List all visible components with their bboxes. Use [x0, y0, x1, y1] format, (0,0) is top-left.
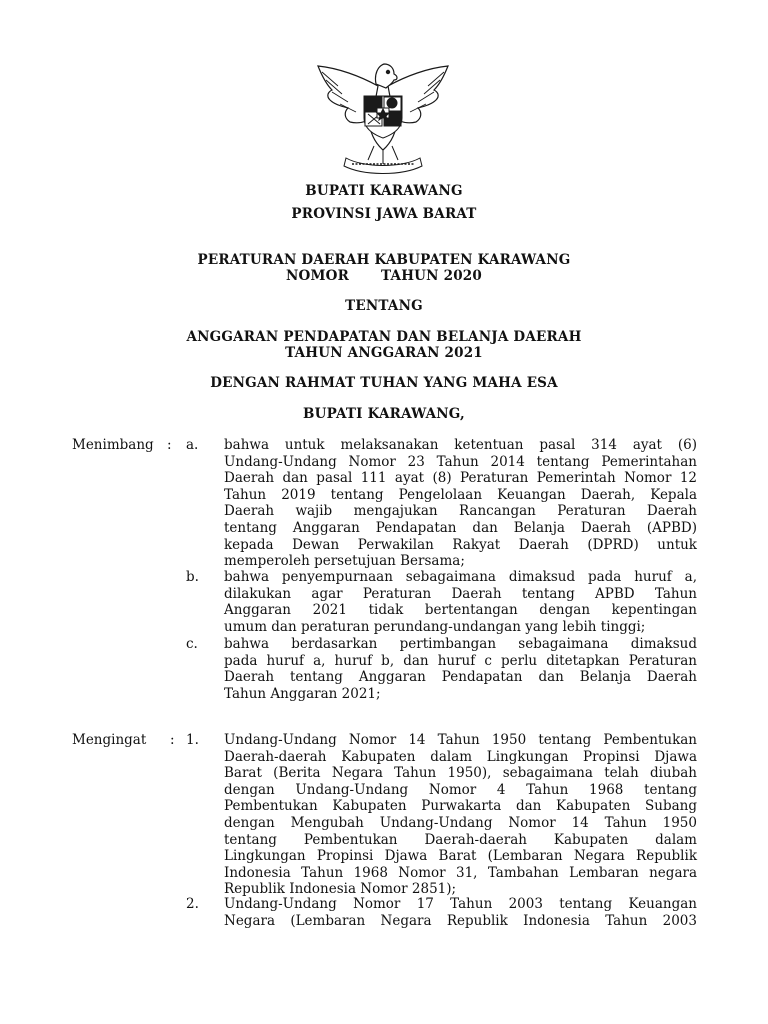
mengingat-item-2: [224, 896, 697, 929]
text-line: Lingkungan Propinsi Djawa Barat (Lembaran Negara Republik: [224, 848, 697, 865]
text-line: Undang-Undang Nomor 14 Tahun 1950 tentang Pembentukan: [224, 732, 697, 748]
text-line: dengan Mengubah Undang-Undang Nomor 14 Tahun 1950: [224, 814, 697, 831]
text-line: memperoleh persetujuan Bersama;: [224, 553, 465, 570]
menimbang-item-a: [224, 437, 697, 570]
garuda-pancasila-emblem-icon: [308, 46, 458, 178]
text-line: dengan Undang-Undang Nomor 4 Tahun 1968 tentang: [224, 781, 697, 798]
text-line: kepada Dewan Perwakilan Rakyat Daerah (DPRD) untuk: [224, 536, 697, 553]
menimbang-marker-c: c.: [186, 636, 198, 652]
text-line: tentang Anggaran Pendapatan dan Belanja Daerah (APBD): [224, 519, 697, 536]
mengingat-item-1: [224, 732, 697, 898]
text-line: Indonesia Tahun 1968 Nomor 31, Tambahan Lembaran negara: [224, 864, 697, 881]
province-title: PROVINSI JAWA BARAT: [291, 206, 477, 222]
text-line: Republik Indonesia Nomor 2851);: [224, 881, 457, 898]
menimbang-item-c: [224, 636, 697, 702]
text-line: umum dan peraturan perundang-undangan yang lebih tinggi;: [224, 618, 646, 635]
mengingat-colon: :: [170, 732, 175, 748]
text-line: Daerah dan pasal 111 ayat (8) Peraturan Pemerintah Nomor 12: [224, 470, 697, 487]
text-line: Daerah tentang Anggaran Pendapatan dan Belanja Daerah: [224, 669, 697, 686]
subject-line-1: ANGGARAN PENDAPATAN DAN BELANJA DAERAH: [186, 329, 582, 345]
official-heading: BUPATI KARAWANG,: [303, 406, 465, 422]
regulation-title: PERATURAN DAERAH KABUPATEN KARAWANG: [197, 252, 571, 268]
text-line: tentang Pembentukan Daerah-daerah Kabupaten dalam: [224, 831, 697, 848]
text-line: bahwa penyempurnaan sebagaimana dimaksud pada huruf a,: [224, 569, 697, 585]
text-line: Negara (Lembaran Negara Republik Indonesia Tahun 2003: [224, 912, 697, 929]
mengingat-marker-1: 1.: [186, 732, 199, 748]
mengingat-marker-2: 2.: [186, 896, 199, 912]
menimbang-colon: :: [167, 437, 172, 453]
menimbang-marker-b: b.: [186, 569, 199, 585]
text-line: Tahun 2019 tentang Pengelolaan Keuangan Daerah, Kepala: [224, 486, 697, 503]
text-line: Undang-Undang Nomor 23 Tahun 2014 tentang Pemerintahan: [224, 453, 697, 470]
text-line: Daerah-daerah Kabupaten dalam Lingkungan Propinsi Djawa: [224, 748, 697, 765]
text-line: pada huruf a, huruf b, dan huruf c perlu ditetapkan Peraturan: [224, 652, 697, 669]
number-label: NOMOR: [286, 268, 350, 284]
menimbang-label: Menimbang: [72, 437, 154, 453]
regulation-number: [0, 268, 768, 284]
menimbang-item-b: [224, 569, 697, 635]
about-heading: TENTANG: [345, 298, 423, 314]
text-line: Undang-Undang Nomor 17 Tahun 2003 tentang Keuangan: [224, 896, 697, 912]
text-line: bahwa untuk melaksanakan ketentuan pasal 314 ayat (6): [224, 437, 697, 453]
text-line: Tahun Anggaran 2021;: [224, 685, 381, 702]
text-line: Daerah wajib mengajukan Rancangan Peraturan Daerah: [224, 503, 697, 520]
text-line: Pembentukan Kabupaten Purwakarta dan Kabupaten Subang: [224, 798, 697, 815]
invocation: DENGAN RAHMAT TUHAN YANG MAHA ESA: [210, 375, 558, 391]
subject-line-2: TAHUN ANGGARAN 2021: [285, 345, 483, 361]
text-line: dilakukan agar Peraturan Daerah tentang APBD Tahun: [224, 585, 697, 602]
text-line: Barat (Berita Negara Tahun 1950), sebagaimana telah diubah: [224, 765, 697, 782]
text-line: bahwa berdasarkan pertimbangan sebagaimana dimaksud: [224, 636, 697, 652]
text-line: Anggaran 2021 tidak bertentangan dengan kepentingan: [224, 602, 697, 619]
menimbang-marker-a: a.: [186, 437, 199, 453]
mengingat-label: Mengingat: [72, 732, 147, 748]
official-title: BUPATI KARAWANG: [305, 183, 463, 199]
year-label: TAHUN 2020: [381, 268, 482, 284]
